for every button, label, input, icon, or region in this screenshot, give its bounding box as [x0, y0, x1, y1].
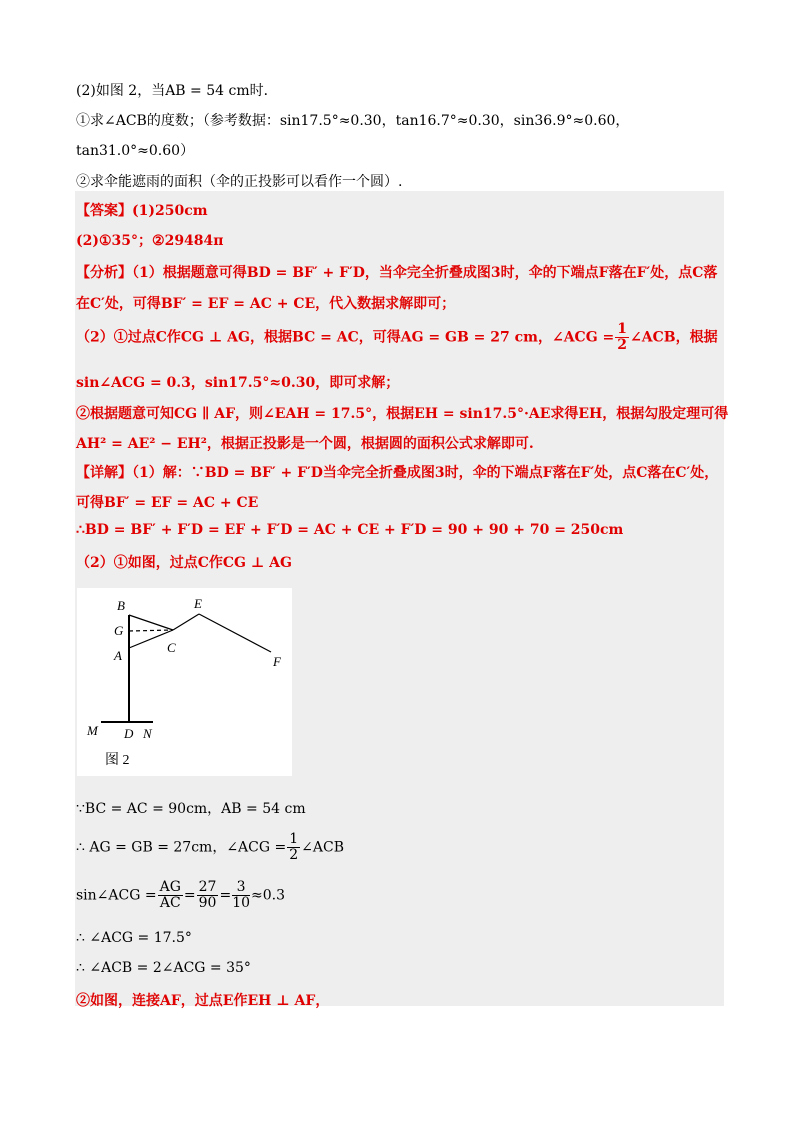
figure-2-diagram	[77, 588, 292, 776]
analysis-line-5: ②根据题意可知CG ∥ AF，则∠EAH = 17.5°，根据EH = sin17.5°·AE求得EH，根据勾股定理可得	[76, 406, 729, 422]
detail-line-5: ∵BC = AC = 90cm，AB = 54 cm	[76, 801, 306, 817]
fraction-27-90: $\frac{27}{90}$	[198, 879, 217, 911]
detail-line-7: sin∠ACG = $\frac{AG}{AC}$ = $\frac{27}{90}$ = $\frac{3}{10}$ ≈0.3	[76, 879, 286, 911]
question-2-1-cont: tan31.0°≈0.60）	[76, 143, 195, 159]
detail-line-6	[76, 832, 344, 863]
analysis-line-4: sin∠ACG = 0.3，sin17.5°≈0.30，即可求解；	[76, 375, 400, 391]
detail-line-6-text: ∴ AG = GB = 27cm，∠ACG =	[76, 839, 287, 856]
detail-line-3: ∴BD = BF′ + F′D = EF + F′D = AC + CE + F′D = 90 + 90 + 70 = 250cm	[76, 522, 624, 538]
label-c: C	[167, 640, 176, 655]
fraction-half-2: $\frac{1}{2}$	[289, 831, 299, 863]
analysis-line-6: AH² = AE² − EH²，根据正投影是一个圆，根据圆的面积公式求解即可.	[76, 436, 534, 452]
label-a: A	[114, 648, 122, 663]
detail-line-6-tail: ∠ACB	[301, 839, 344, 856]
label-d: D	[124, 726, 134, 741]
analysis-line-2: 在C′处，可得BF′ = EF = AC + CE，代入数据求解即可；	[76, 296, 456, 312]
answer-line-2: (2)①35°；②29484π	[76, 233, 224, 249]
label-b: B	[117, 598, 125, 613]
detail-line-10: ②如图，连接AF，过点E作EH ⊥ AF，	[76, 993, 330, 1009]
figure-2	[77, 588, 292, 776]
answer-label: 【答案】(1)250cm	[76, 203, 208, 219]
label-m: M	[87, 723, 98, 738]
question-2-2: ②求伞能遮雨的面积（伞的正投影可以看作一个圆）.	[76, 174, 403, 190]
question-2: (2)如图 2，当AB = 54 cm时．	[76, 83, 278, 99]
analysis-line-3	[76, 322, 718, 353]
detail-line-4: （2）①如图，过点C作CG ⊥ AG	[76, 555, 292, 571]
detail-line-9: ∴ ∠ACB = 2∠ACG = 35°	[76, 960, 251, 976]
detail-line-2: 可得BF′ = EF = AC + CE	[76, 495, 259, 511]
label-e: E	[194, 596, 202, 611]
label-n: N	[143, 726, 152, 741]
label-f: F	[273, 654, 281, 669]
analysis-line-3-tail: ∠ACB，根据	[630, 329, 718, 346]
label-g: G	[114, 623, 124, 638]
fraction-ag-ac: $\frac{AG}{AC}$	[159, 879, 181, 911]
detail-line-7-tail: ≈0.3	[251, 887, 286, 904]
detail-line-1: 【详解】（1）解：∵BD = BF′ + F′D当伞完全折叠成图3时，伞的下端点F落在F′处，点C落在C′处，	[76, 465, 719, 481]
question-2-1: ①求∠ACB的度数；（参考数据：sin17.5°≈0.30，tan16.7°≈0.30，sin36.9°≈0.60，	[76, 113, 630, 129]
fraction-3-10: $\frac{3}{10}$	[232, 879, 251, 911]
fraction-half: $\frac{1}{2}$	[617, 321, 628, 353]
detail-line-7-text: sin∠ACG =	[76, 887, 157, 904]
detail-line-8: ∴ ∠ACG = 17.5°	[76, 930, 192, 946]
figure-caption: 图 2	[105, 753, 130, 768]
analysis-line-1: 【分析】（1）根据题意可得BD = BF′ + F′D，当伞完全折叠成图3时，伞的下端点F落在F′处，点C落	[76, 265, 718, 281]
analysis-line-3-text: （2）①过点C作CG ⊥ AG，根据BC = AC，可得AG = GB = 27 cm，∠ACG =	[76, 329, 615, 346]
